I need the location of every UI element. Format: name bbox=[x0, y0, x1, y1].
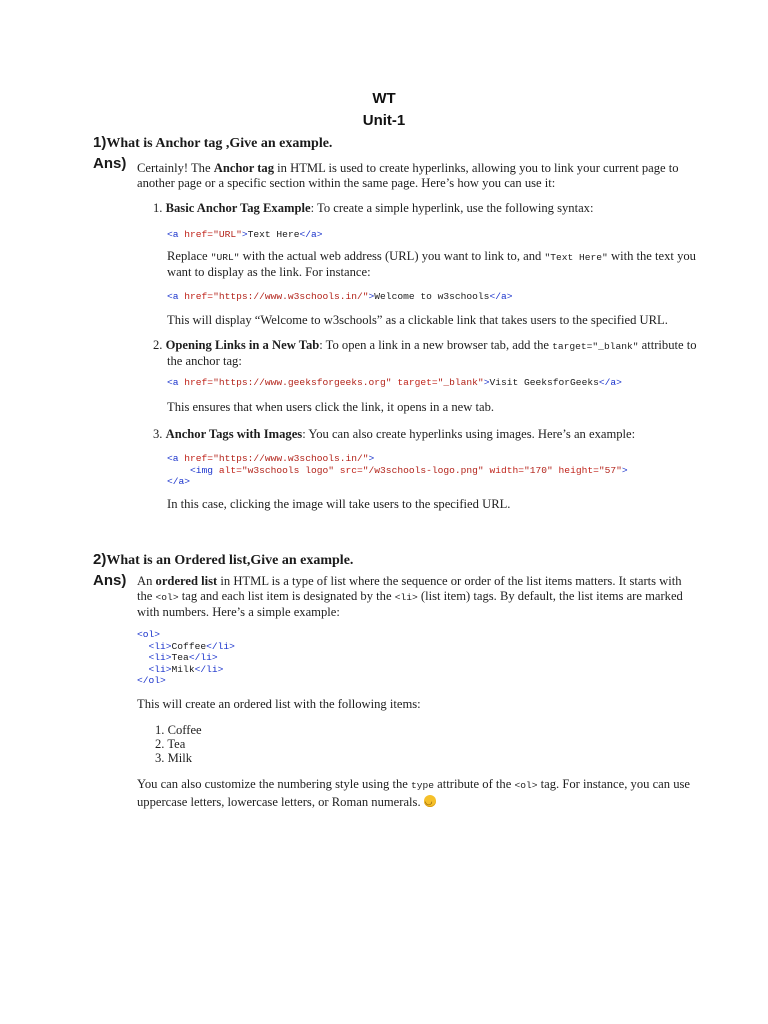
inline-code: <ol> bbox=[155, 592, 179, 603]
text: in HTML is a type of list where the sequence or order of the list items matters. It starts with bbox=[217, 574, 682, 588]
item-title: Opening Links in a New Tab bbox=[165, 338, 320, 352]
code-tag: > bbox=[368, 291, 375, 302]
code-attr: height= bbox=[552, 464, 599, 476]
item-text: attribute to bbox=[638, 338, 697, 352]
code-tag: </a> bbox=[299, 229, 323, 240]
item-text: : You can also create hyperlinks using images. Here’s an example: bbox=[302, 427, 636, 441]
code-string: "https://www.w3schools.in/" bbox=[213, 291, 369, 302]
code-tag: </li> bbox=[206, 640, 235, 652]
code-tag: > bbox=[368, 453, 375, 464]
code-tag: <a bbox=[167, 229, 185, 240]
question-1 bbox=[93, 134, 332, 152]
text: attribute of the bbox=[434, 777, 515, 791]
list-item-3 bbox=[153, 427, 733, 442]
code-tag: <a bbox=[167, 453, 185, 464]
code-attr: target= bbox=[391, 377, 438, 388]
q1-intro bbox=[137, 161, 737, 191]
doc-subtitle: Unit-1 bbox=[362, 112, 406, 129]
code-string: "w3schools logo" bbox=[241, 464, 334, 476]
inline-code: "Text Here" bbox=[544, 252, 608, 263]
paragraph bbox=[167, 249, 737, 280]
code-tag: > bbox=[241, 229, 248, 240]
paragraph bbox=[137, 776, 737, 810]
inline-code: target="_blank" bbox=[552, 341, 639, 352]
text: in HTML is used to create hyperlinks, allowing you to link your current page to bbox=[274, 161, 679, 175]
text: An bbox=[137, 574, 156, 588]
item-number: 3. bbox=[153, 427, 163, 441]
code-tag: <a bbox=[167, 291, 185, 302]
code-attr: href= bbox=[184, 453, 214, 464]
code-string: "https://www.w3schools.in/" bbox=[213, 453, 369, 464]
paragraph: In this case, clicking the image will take users to the specified URL. bbox=[167, 497, 511, 511]
text: tag and each list item is designated by the bbox=[178, 589, 395, 603]
code-tag: <li> bbox=[137, 663, 172, 675]
text: the bbox=[137, 589, 156, 603]
code-string: "57" bbox=[598, 464, 622, 476]
inline-code: type bbox=[411, 780, 435, 791]
paragraph: This will create an ordered list with the following items: bbox=[137, 697, 421, 711]
code-tag: <li> bbox=[137, 640, 172, 652]
code-string: "URL" bbox=[213, 229, 242, 240]
code-tag: <li> bbox=[137, 652, 172, 663]
question-number: 2) bbox=[93, 551, 107, 568]
code-tag: </a> bbox=[167, 476, 191, 487]
inline-code: <ol> bbox=[514, 780, 538, 791]
code-tag: <img bbox=[167, 464, 219, 476]
inline-code: <li> bbox=[394, 592, 418, 603]
bold-text: Anchor tag bbox=[213, 161, 275, 175]
doc-title: WT bbox=[372, 90, 396, 107]
code-tag: <ol> bbox=[137, 629, 161, 640]
code-attr: href= bbox=[184, 229, 214, 240]
code-tag: > bbox=[621, 464, 628, 476]
text: (list item) tags. By default, the list items are marked bbox=[417, 589, 683, 603]
question-text: What is Anchor tag ,Give an example. bbox=[106, 136, 333, 151]
code-block bbox=[167, 453, 628, 488]
text: with the text you bbox=[607, 249, 696, 263]
code-tag: </a> bbox=[598, 377, 622, 388]
code-tag: > bbox=[483, 377, 490, 388]
paragraph: This will display “Welcome to w3schools” as a clickable link that takes users to the specified URL. bbox=[167, 313, 668, 327]
text: uppercase letters, lowercase letters, or Roman numerals. bbox=[137, 795, 424, 809]
code-attr: src= bbox=[333, 464, 363, 476]
code-text: Welcome to w3schools bbox=[374, 291, 490, 302]
code-text: Coffee bbox=[171, 640, 207, 652]
code-text: Visit GeeksforGeeks bbox=[489, 377, 599, 388]
code-attr: width= bbox=[483, 464, 524, 476]
code-block bbox=[167, 291, 512, 303]
code-tag: </li> bbox=[194, 663, 224, 675]
code-string: "/w3schools-logo.png" bbox=[362, 464, 484, 476]
text: want to display as the link. For instance: bbox=[167, 265, 371, 279]
code-block bbox=[167, 229, 323, 241]
code-text: Tea bbox=[171, 652, 189, 663]
code-tag: <a bbox=[167, 377, 185, 388]
item-number: 1. bbox=[153, 201, 163, 215]
code-tag: </a> bbox=[489, 291, 513, 302]
list-item: 2. Tea bbox=[155, 737, 186, 751]
text: Certainly! The bbox=[137, 161, 214, 175]
smiling-face-icon bbox=[424, 795, 436, 807]
paragraph: This ensures that when users click the link, it opens in a new tab. bbox=[167, 400, 495, 414]
answer-label: Ans) bbox=[93, 155, 127, 172]
bold-text: ordered list bbox=[155, 574, 218, 588]
code-block bbox=[137, 629, 235, 687]
code-text: Text Here bbox=[247, 229, 300, 240]
text: tag. For instance, you can use bbox=[537, 777, 690, 791]
code-attr: href= bbox=[184, 377, 214, 388]
answer-label: Ans) bbox=[93, 572, 127, 589]
text: You can also customize the numbering style using the bbox=[137, 777, 411, 791]
list-item: 3. Milk bbox=[155, 751, 193, 765]
question-number: 1) bbox=[93, 134, 107, 151]
code-attr: alt= bbox=[218, 464, 242, 476]
code-tag: </li> bbox=[188, 652, 218, 663]
text: with the actual web address (URL) you want to link to, and bbox=[239, 249, 545, 263]
code-string: "https://www.geeksforgeeks.org" bbox=[213, 377, 392, 388]
question-2 bbox=[93, 551, 353, 569]
code-text: Milk bbox=[171, 663, 195, 675]
list-item-1 bbox=[153, 201, 733, 216]
list-item: 1. Coffee bbox=[155, 723, 202, 737]
code-string: "170" bbox=[524, 464, 553, 476]
text: Replace bbox=[167, 249, 211, 263]
code-tag: </ol> bbox=[137, 675, 166, 686]
inline-code: "URL" bbox=[210, 252, 240, 263]
text: another page or a specific section within the same page. Here’s how you can use it: bbox=[137, 176, 556, 190]
item-number: 2. bbox=[153, 338, 163, 352]
item-title: Anchor Tags with Images bbox=[165, 427, 303, 441]
code-block bbox=[167, 377, 622, 389]
question-text: What is an Ordered list,Give an example. bbox=[106, 553, 354, 568]
text: with numbers. Here’s a simple example: bbox=[137, 605, 340, 619]
item-text: : To create a simple hyperlink, use the following syntax: bbox=[310, 201, 594, 215]
q2-intro bbox=[137, 574, 737, 620]
list-item-2 bbox=[153, 338, 733, 369]
item-text: the anchor tag: bbox=[167, 354, 242, 368]
item-title: Basic Anchor Tag Example bbox=[165, 201, 311, 215]
code-attr: href= bbox=[184, 291, 214, 302]
ordered-list bbox=[155, 723, 202, 765]
item-text: : To open a link in a new browser tab, add the bbox=[319, 338, 553, 352]
code-string: "_blank" bbox=[437, 377, 484, 388]
